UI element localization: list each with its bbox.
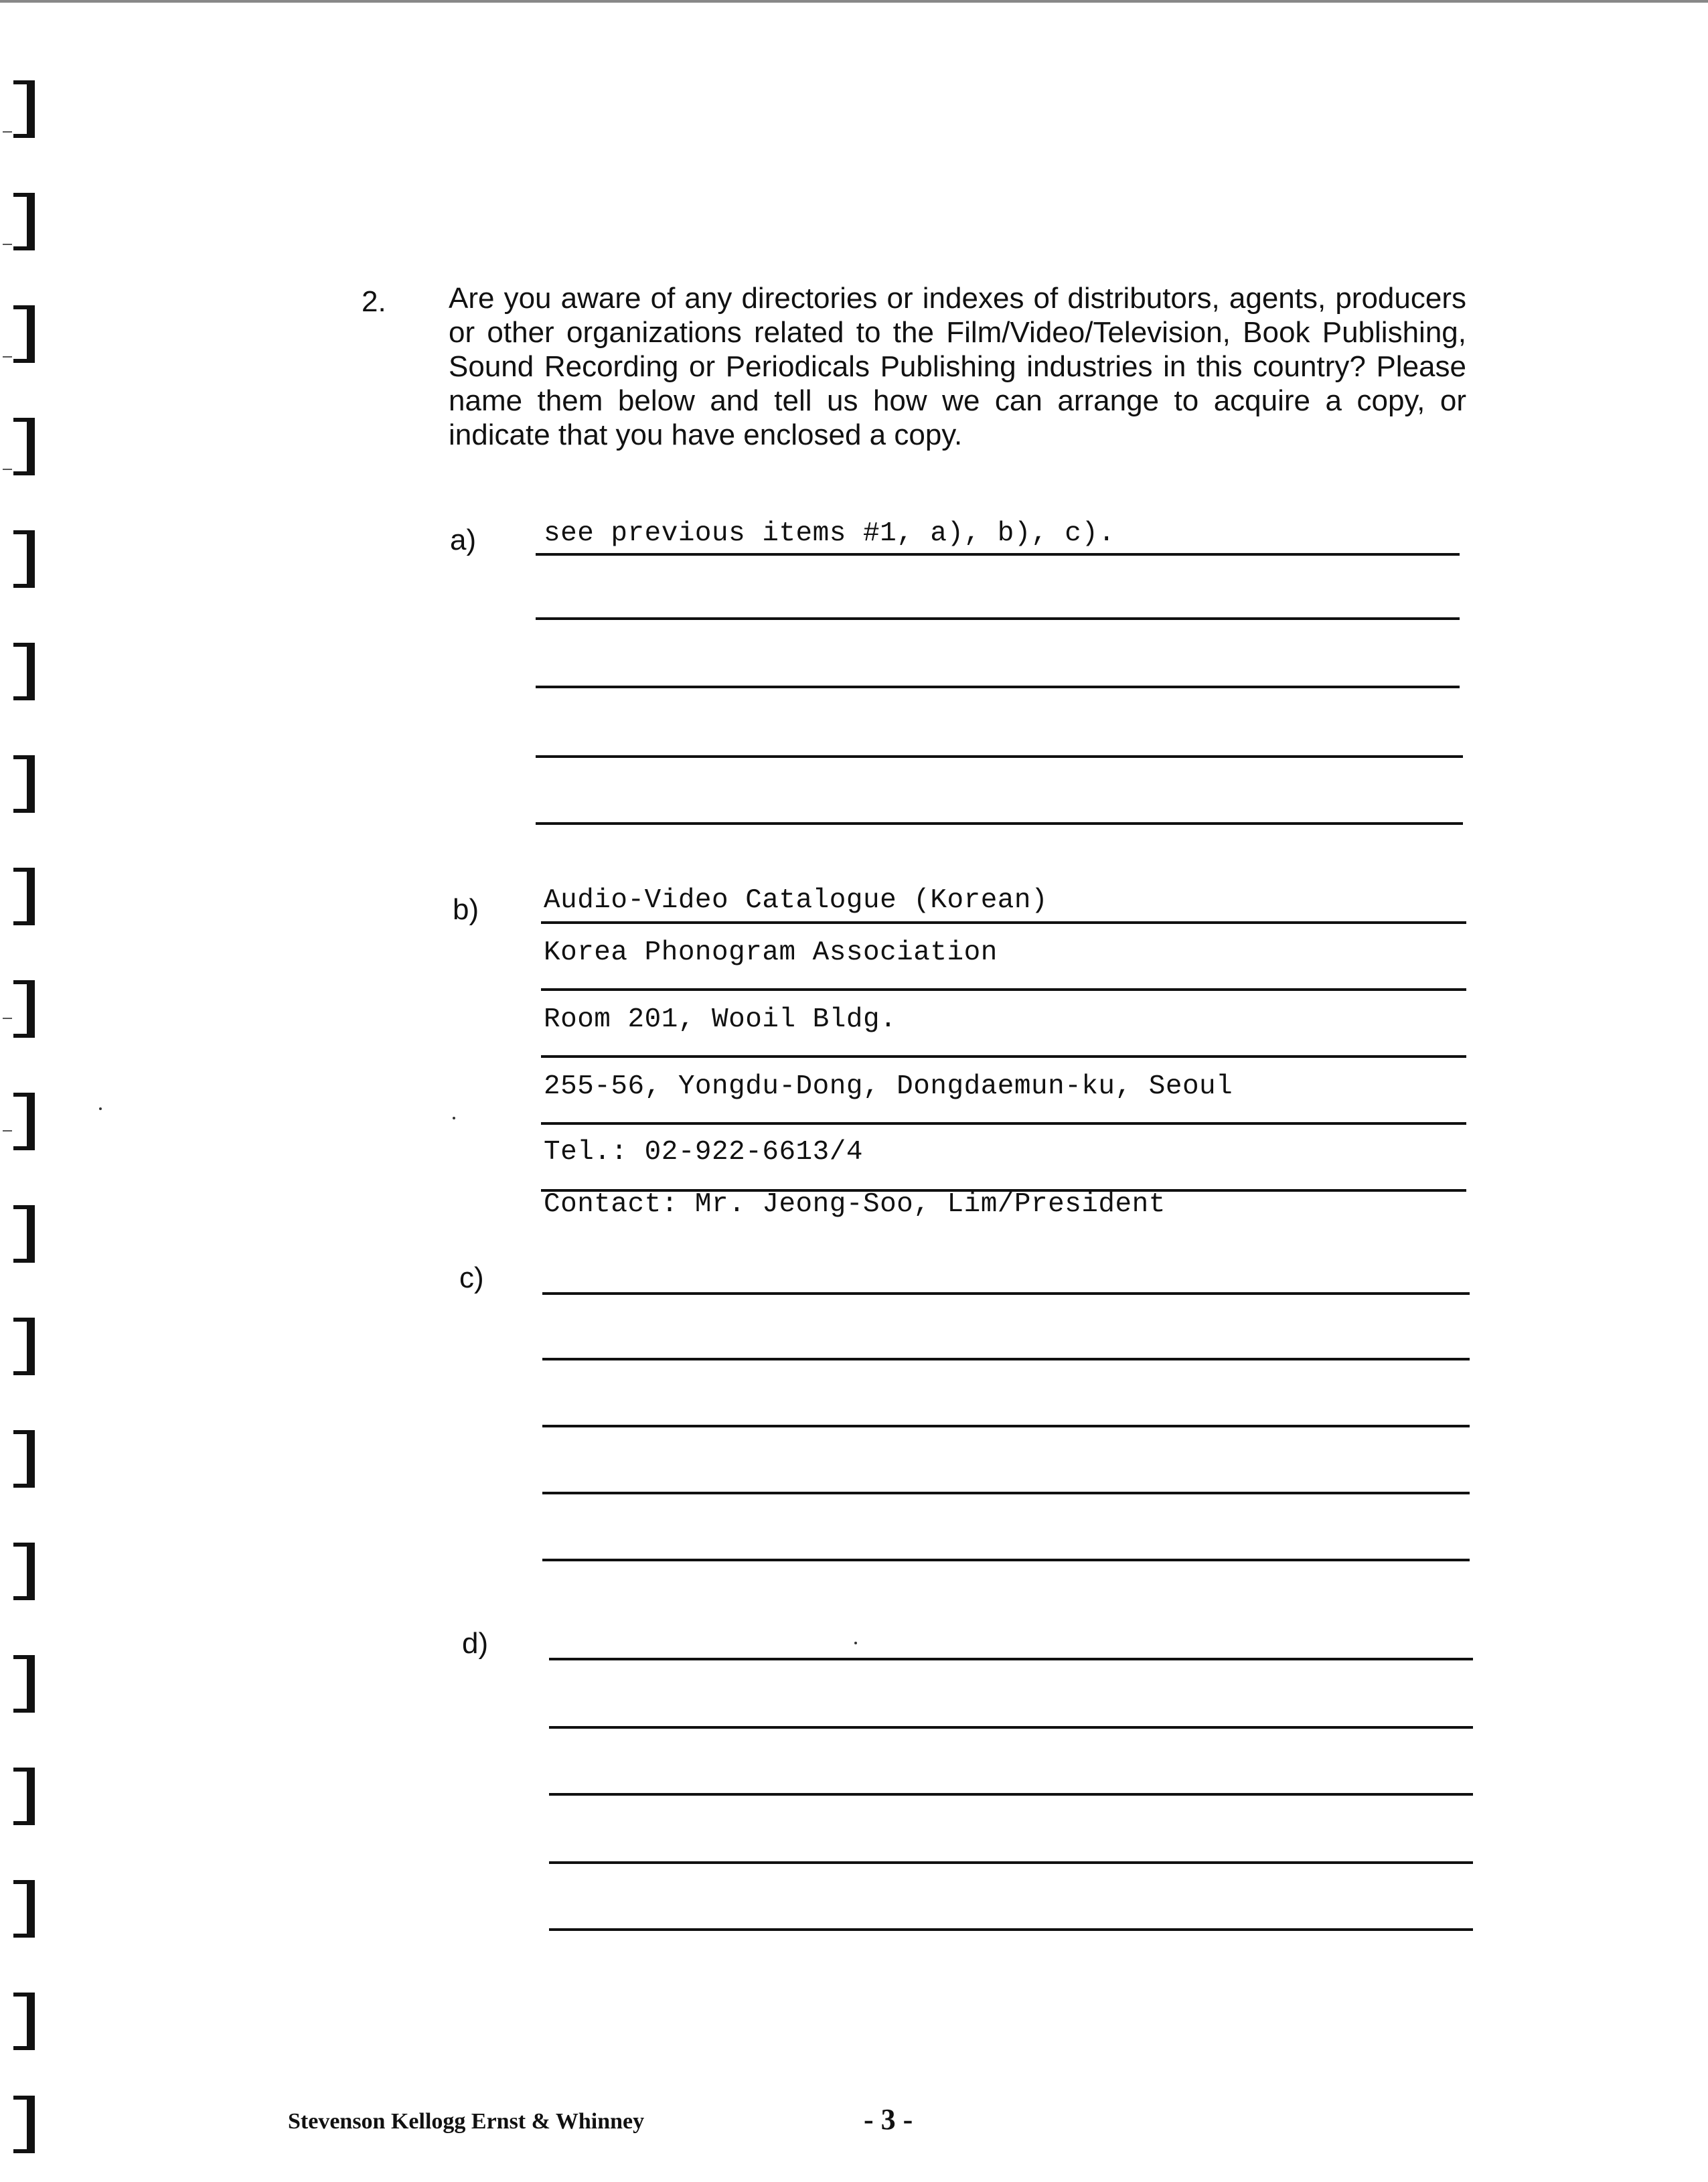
binder-tick [3, 1018, 12, 1019]
item-c-line [542, 1358, 1470, 1360]
item-d-line [549, 1726, 1473, 1729]
item-c-line [542, 1492, 1470, 1494]
binder-mark [13, 1205, 35, 1263]
binder-mark [13, 193, 35, 250]
binder-mark [13, 1430, 35, 1488]
item-b-entry-6: Contact: Mr. Jeong-Soo, Lim/President [544, 1189, 1166, 1220]
item-b-entry-2: Korea Phonogram Association [544, 937, 998, 968]
item-a-line [536, 553, 1460, 556]
item-b-line [541, 988, 1466, 991]
item-d-line [549, 1861, 1473, 1864]
item-d-line [549, 1793, 1473, 1796]
scan-speck [854, 1642, 857, 1644]
binder-mark [13, 1093, 35, 1150]
item-b-entry-5: Tel.: 02-922-6613/4 [544, 1137, 863, 1168]
binder-mark [13, 1655, 35, 1713]
item-b-label: b) [453, 893, 479, 926]
question-number: 2. [362, 285, 386, 318]
item-c-line [542, 1292, 1470, 1295]
item-b-entry-3: Room 201, Wooil Bldg. [544, 1004, 897, 1035]
item-a-line [536, 822, 1463, 825]
binder-mark [13, 80, 35, 138]
binder-mark [13, 1993, 35, 2050]
binder-mark [13, 1543, 35, 1600]
item-b-line [541, 1122, 1466, 1125]
footer-firm-name: Stevenson Kellogg Ernst & Whinney [288, 2109, 645, 2134]
item-a-label: a) [450, 524, 477, 556]
binder-tick [3, 469, 12, 470]
item-a-line [536, 755, 1463, 758]
scan-speck [99, 1107, 102, 1110]
item-d-label: d) [462, 1627, 489, 1660]
item-d-line [549, 1928, 1473, 1931]
binder-mark [13, 755, 35, 813]
item-a-entry: see previous items #1, a), b), c). [544, 518, 1115, 549]
footer-page-number: - 3 - [864, 2103, 913, 2136]
item-b-entry-1: Audio-Video Catalogue (Korean) [544, 885, 1049, 916]
question-text: Are you aware of any directories or indexes of distributors, agents, producers or other organizations related to the Film/Video/Television, Book Publishing, Sound Recording or Periodicals Publishing industries in this country? Please name them below and tell us how we can arrange to acquire a copy, or indicate that you have enclosed a copy. [449, 282, 1466, 451]
binder-mark [13, 1318, 35, 1375]
binder-mark [13, 643, 35, 700]
item-d-line [549, 1658, 1473, 1660]
item-c-line [542, 1425, 1470, 1427]
scan-speck [453, 1117, 455, 1119]
binder-mark [13, 1768, 35, 1825]
item-a-line [536, 686, 1460, 688]
binder-margin [13, 80, 47, 2156]
binder-mark [13, 1880, 35, 1938]
binder-mark [13, 868, 35, 925]
item-c-label: c) [459, 1261, 484, 1294]
binder-mark [13, 418, 35, 475]
binder-tick [3, 356, 12, 358]
item-a-line [536, 617, 1460, 620]
binder-mark [13, 530, 35, 588]
item-c-line [542, 1559, 1470, 1561]
binder-mark [13, 305, 35, 363]
binder-mark [13, 980, 35, 1038]
item-b-entry-4: 255-56, Yongdu-Dong, Dongdaemun-ku, Seoul [544, 1071, 1233, 1102]
binder-tick [3, 1130, 12, 1132]
binder-tick [3, 244, 12, 245]
top-edge-rule [0, 0, 1708, 3]
item-b-line [541, 1055, 1466, 1058]
binder-mark [13, 2096, 35, 2153]
binder-tick [3, 131, 12, 133]
item-b-line [541, 921, 1466, 924]
